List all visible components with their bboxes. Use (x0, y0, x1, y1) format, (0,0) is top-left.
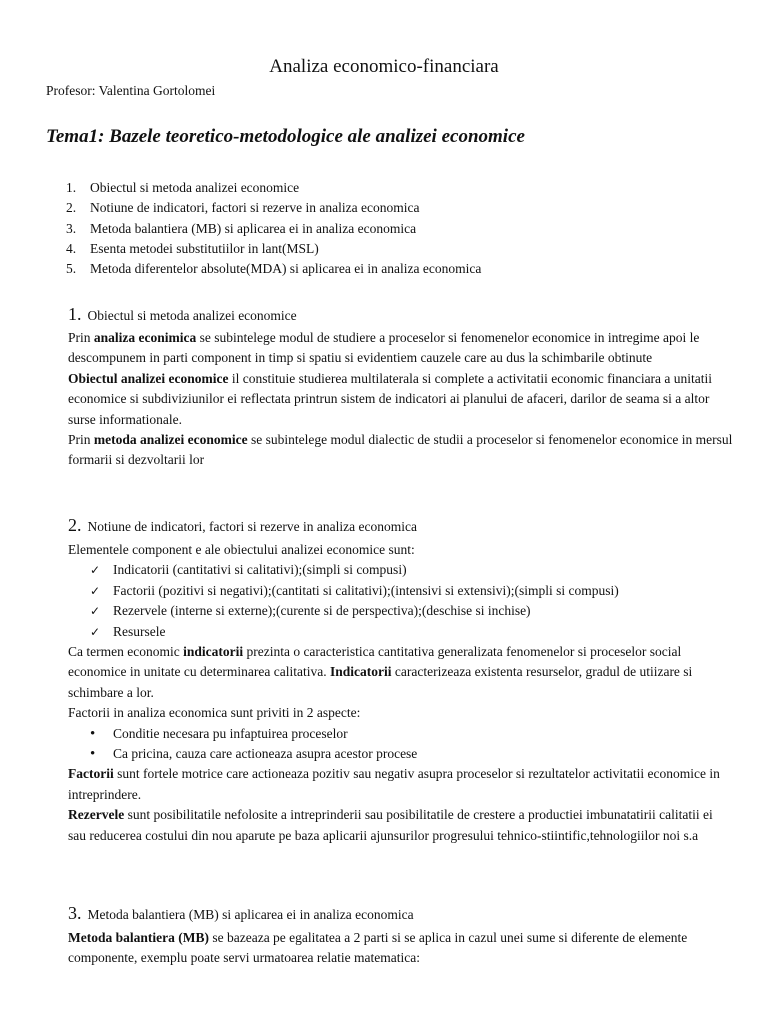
check-icon: ✓ (90, 563, 101, 578)
toc-item-4: 4. Esenta metodei substitutiilor in lant(MSL) (66, 240, 319, 256)
check-icon: ✓ (90, 604, 101, 619)
section-2-body (68, 540, 734, 846)
toc-item-5: 5. Metoda diferentelor absolute(MDA) si aplicarea ei in analiza economica (66, 261, 482, 277)
check-item-rezervele: ✓ Rezervele (interne si externe);(curente si de perspectiva);(deschise si inchise) (68, 601, 734, 621)
professor-line: Profesor: Valentina Gortolomei (46, 83, 216, 98)
check-item-resursele: ✓ Resursele (68, 622, 734, 642)
section-1-body (68, 328, 734, 471)
bullet-item-pricina: • Ca pricina, cauza care actioneaza asupra acestor procese (68, 744, 734, 764)
check-icon: ✓ (90, 624, 101, 639)
paragraph-metoda: Prin metoda analizei economice se subintelege modul dialectic de studii a proceselor si fenomenelor economice in mersul formarii si dezvoltarii lor (68, 432, 733, 468)
topic-heading: Tema1: Bazele teoretico-metodologice ale analizei economice (46, 126, 525, 147)
section-1-heading: 1. Obiectul si metoda analizei economice (68, 304, 297, 324)
toc-item-3: 3. Metoda balantiera (MB) si aplicarea ei in analiza economica (66, 220, 417, 236)
check-icon: ✓ (90, 583, 101, 598)
paragraph-analiza: Prin analiza econimica se subintelege modul de studiere a proceselor si fenomenelor economice in intregime apoi le descompunem in parti component in timp si spatiu si evidentiem cauzele care au dus la schimbarile obtinute (68, 330, 700, 366)
check-item-factorii: ✓ Factorii (pozitivi si negativi);(cantitati si calitativi);(intensivi si extensivi);(simpli si compusi) (68, 581, 734, 601)
paragraph-metoda-balantiera: Metoda balantiera (MB) se bazeaza pe egalitatea a 2 parti si se aplica in cazul unei sume si diferente de elemente componente, exemplu poate servi urmatoarea relatie matematica: (68, 930, 688, 966)
toc-item-2: 2. Notiune de indicatori, factori si rezerve in analiza economica (66, 200, 420, 216)
paragraph-indicatorii: Ca termen economic indicatorii prezinta o caracteristica cantitativa generalizata fenomenelor si proceselor social economice in unitate cu determinarea calitativa. Indicatorii caracterizeaza existenta resurselor, gradul de utiizare si schimbare a lor. (68, 644, 693, 700)
paragraph-obiectul: Obiectul analizei economice il constituie studierea multilaterala si complete a activitatii economic financiara a unitatii economice si subdiviziunilor ei reflectata printrun sistem de indicatori ai planului de afaceri, darilor de seama si a altor surse informationale. (68, 370, 713, 427)
table-of-contents (66, 178, 746, 279)
bullet-icon: • (90, 725, 96, 742)
section-3-heading: 3. Metoda balantiera (MB) si aplicarea ei in analiza economica (68, 903, 414, 923)
elements-intro: Elementele component e ale obiectului analizei economice sunt: (68, 542, 415, 557)
paragraph-rezervele: Rezervele sunt posibilitatile nefolosite a intreprinderii sau posibilitatile de crestere a productiei imbunatatirii calitatii ei sau reducerea costului din nou aparute pe baza aplicarii ajunsurilor progresului tehnico-stiintific,tehnologiilor noi s.a (68, 807, 713, 843)
section-2-heading: 2. Notiune de indicatori, factori si rezerve in analiza economica (68, 515, 417, 535)
factors-intro: Factorii in analiza economica sunt priviti in 2 aspecte: (68, 705, 361, 721)
document-title: Analiza economico-financiara (269, 56, 499, 77)
bullet-item-conditie: • Conditie necesara pu infaptuirea proceselor (68, 724, 734, 744)
paragraph-factorii: Factorii sunt fortele motrice care actioneaza pozitiv sau negativ asupra proceselor si rezultatelor activitatii economice in intreprindere. (68, 766, 720, 802)
section-3-body (68, 928, 734, 969)
check-item-indicatorii: ✓ Indicatorii (cantitativi si calitativi);(simpli si compusi) (68, 560, 734, 580)
toc-item-1: 1. Obiectul si metoda analizei economice (66, 180, 300, 195)
bullet-icon: • (90, 746, 96, 763)
